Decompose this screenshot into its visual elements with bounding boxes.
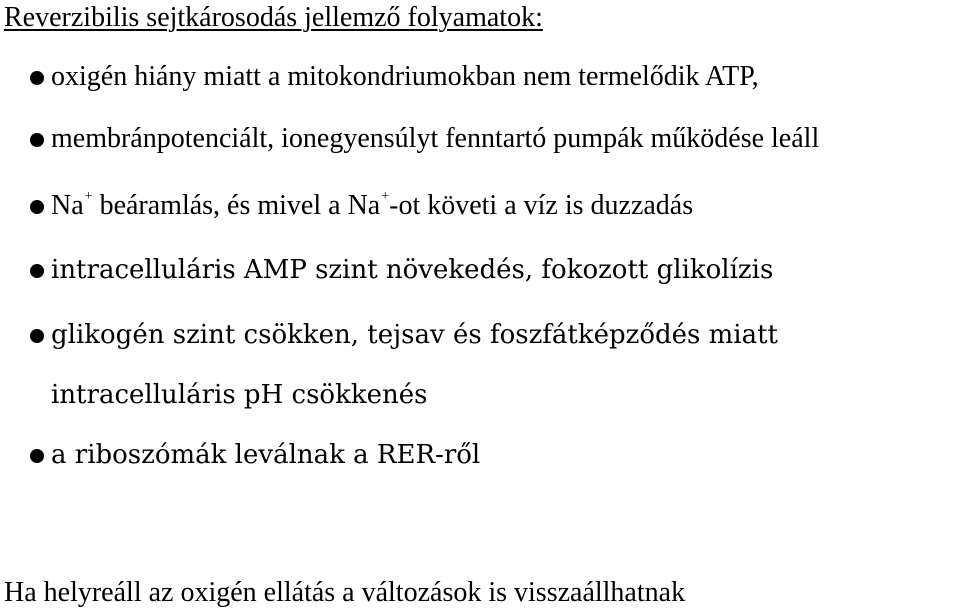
influx-text: beáramlás, és mivel a Na	[92, 190, 381, 221]
na-label: Na	[51, 190, 84, 221]
bullet-text: intracelluláris AMP szint növekedés, fokozott glikolízis	[51, 255, 774, 285]
swelling-text: -ot követi a víz is duzzadás	[389, 190, 694, 221]
bullet-text: membránpotenciált, ionegyensúlyt fenntartó pumpák működése leáll	[51, 123, 820, 154]
plus-superscript: +	[381, 189, 390, 204]
bullet-text: oxigén hiány miatt a mitokondriumokban nem termelődik ATP,	[51, 61, 759, 92]
bullet-text: a riboszómák leválnak a RER-ről	[51, 440, 481, 470]
bullet-dot-icon	[30, 329, 44, 343]
bullet-dot-icon	[30, 264, 44, 278]
bullet-dot-icon	[30, 200, 44, 214]
footer-note: Ha helyreáll az oxigén ellátás a változások is visszaállhatnak	[4, 577, 686, 608]
bullet-dot-icon	[30, 71, 44, 85]
heading-title: Reverzibilis sejtkárosodás jellemző folyamatok:	[4, 2, 543, 33]
bullet-dot-icon	[30, 133, 44, 147]
bullet-text	[51, 186, 693, 231]
bullet-dot-icon	[30, 449, 44, 463]
bullet-text: glikogén szint csökken, tejsav és foszfátképződés miatt	[51, 320, 778, 350]
plus-superscript: +	[84, 189, 93, 204]
bullet-text-continuation: intracelluláris pH csökkenés	[51, 380, 428, 410]
